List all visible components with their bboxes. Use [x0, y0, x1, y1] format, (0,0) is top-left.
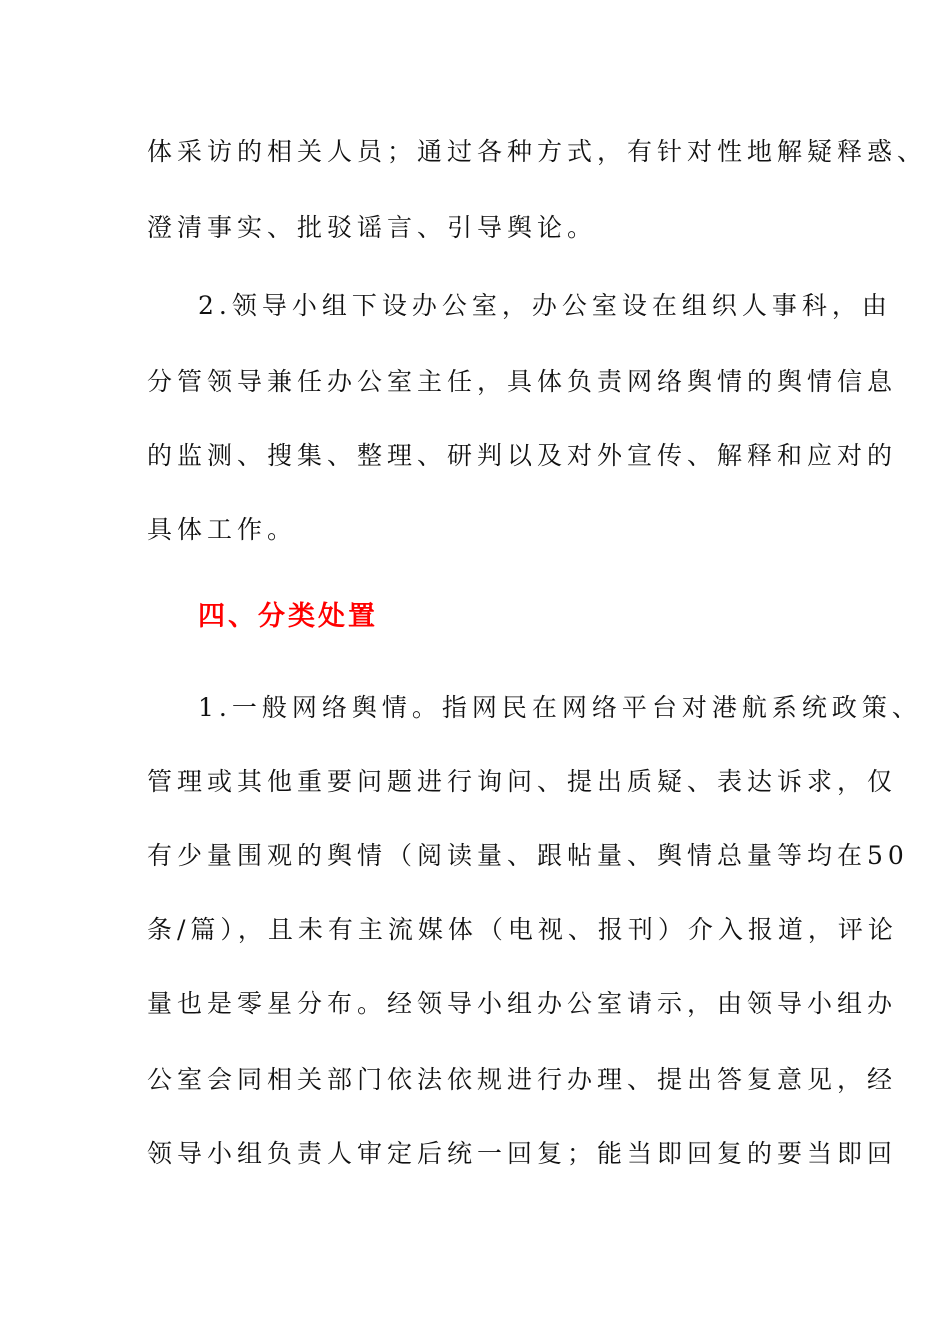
text-line: 领导小组负责人审定后统一回复；能当即回复的要当即回	[147, 1139, 898, 1168]
text-line: 具体工作。	[147, 515, 298, 544]
text-line: 的监测、搜集、整理、研判以及对外宣传、解释和应对的	[147, 441, 898, 470]
text-line: 有少量围观的舆情（阅读量、跟帖量、舆情总量等均在50	[147, 841, 909, 870]
text-line: 体采访的相关人员；通过各种方式，有针对性地解疑释惑、	[147, 137, 928, 166]
text-line: 1.一般网络舆情。指网民在网络平台对港航系统政策、	[198, 693, 922, 722]
text-line: 2.领导小组下设办公室，办公室设在组织人事科，由	[198, 291, 892, 320]
text-line: 条/篇），且未有主流媒体（电视、报刊）介入报道，评论	[147, 915, 898, 944]
text-line: 分管领导兼任办公室主任，具体负责网络舆情的舆情信息	[147, 367, 898, 396]
section-heading: 四、分类处置	[198, 601, 378, 632]
text-line: 量也是零星分布。经领导小组办公室请示，由领导小组办	[147, 989, 898, 1018]
text-line: 澄清事实、批驳谣言、引导舆论。	[147, 213, 598, 242]
text-line: 公室会同相关部门依法依规进行办理、提出答复意见，经	[147, 1065, 898, 1094]
text-line: 管理或其他重要问题进行询问、提出质疑、表达诉求，仅	[147, 767, 898, 796]
